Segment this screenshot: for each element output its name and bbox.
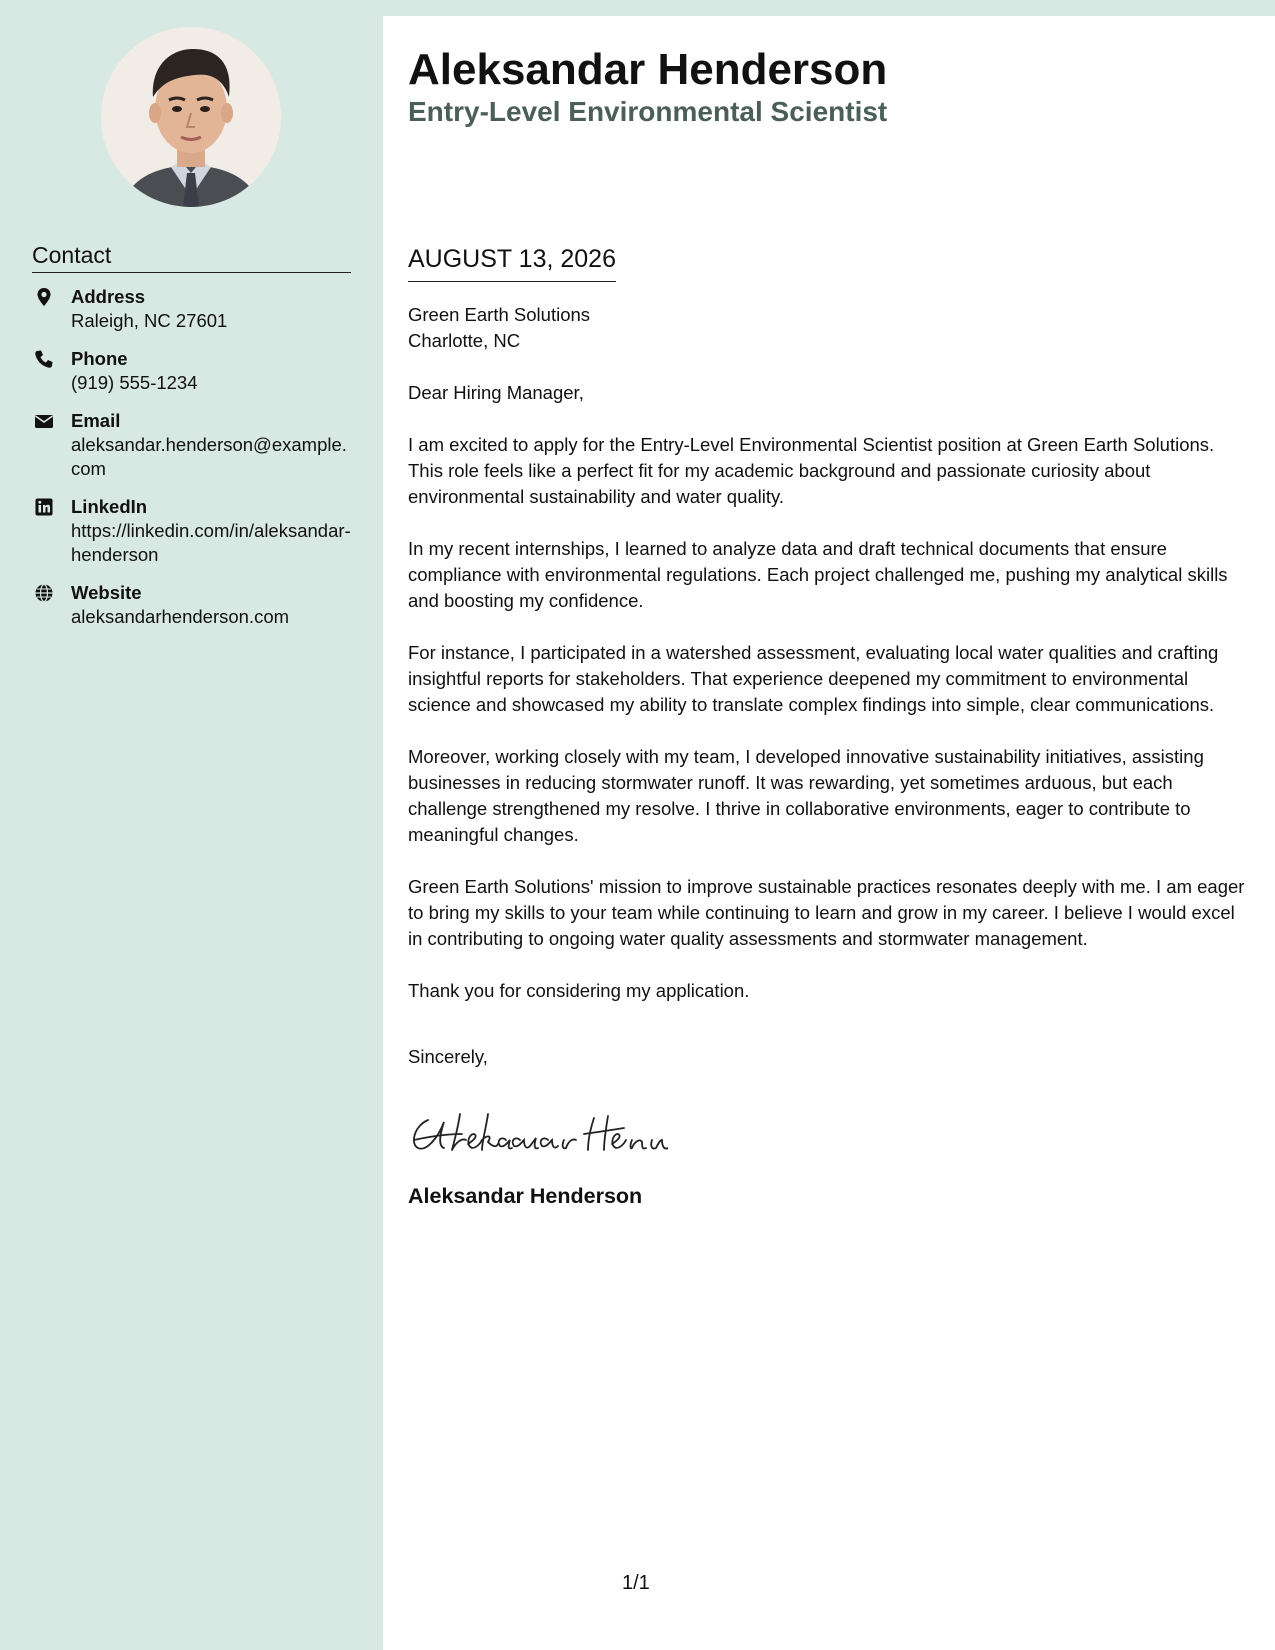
letter-paragraph: Green Earth Solutions' mission to improve sustainable practices resonates deeply with me. I am eager to bring my skills to your team while continuing to learn and grow in my career. I believe I would excel in contributing to ongoing water quality assessments and stormwater management. [408, 876, 1245, 949]
letter-paragraph: Thank you for considering my application. [408, 980, 750, 1001]
phone-icon [34, 349, 54, 369]
page-number: 1/1 [622, 1572, 650, 1594]
letter-body [408, 302, 1250, 1236]
linkedin-icon [34, 497, 54, 517]
email-link[interactable]: aleksandar.henderson@example.com [71, 434, 347, 479]
phone-value: (919) 555-1234 [71, 372, 198, 393]
contact-heading: Contact [32, 240, 351, 273]
handwritten-signature [408, 1100, 668, 1160]
globe-icon [34, 583, 54, 603]
recipient-block [408, 302, 1250, 354]
contact-label: Website [71, 582, 142, 603]
applicant-name: Aleksandar Henderson [408, 45, 888, 94]
recipient-company: Green Earth Solutions [408, 304, 591, 325]
contact-item-linkedin [32, 495, 352, 567]
signed-name: Aleksandar Henderson [408, 1184, 643, 1208]
address-value: Raleigh, NC 27601 [71, 310, 228, 331]
website-link[interactable]: aleksandarhenderson.com [71, 606, 290, 627]
letter-paragraph: For instance, I participated in a watershed assessment, evaluating local water qualities and crafting insightful reports for stakeholders. That experience deepened my commitment to environmental science and showcased my ability to translate complex findings into simple, clear communications. [408, 642, 1219, 715]
recipient-location: Charlotte, NC [408, 330, 521, 351]
contact-label: Phone [71, 348, 128, 369]
letter-date: AUGUST 13, 2026 [408, 243, 616, 282]
letter-paragraph: I am excited to apply for the Entry-Level Environmental Scientist position at Green Earth Solutions. This role feels like a perfect fit for my academic background and passionate curiosity about environmental sustainability and water quality. [408, 434, 1215, 507]
job-title: Entry-Level Environmental Scientist [408, 96, 888, 127]
contact-item-address [32, 285, 352, 333]
avatar-portrait-image [101, 27, 281, 207]
contact-label: Email [71, 410, 121, 431]
greeting: Dear Hiring Manager, [408, 382, 584, 403]
closing: Sincerely, [408, 1046, 488, 1067]
map-pin-icon [34, 287, 54, 307]
envelope-icon [34, 411, 54, 431]
avatar [101, 27, 281, 207]
letter-paragraph: Moreover, working closely with my team, I developed innovative sustainability initiatives, assisting businesses in reducing stormwater runoff. It was rewarding, yet sometimes arduous, but each challenge strengthened my resolve. I thrive in collaborative environments, eager to contribute to meaningful changes. [408, 746, 1204, 845]
contact-item-website [32, 581, 352, 629]
letter-paragraph: In my recent internships, I learned to analyze data and draft technical documents that ensure compliance with environmental regulations. Each project challenged me, pushing my analytical skills and boosting my confidence. [408, 538, 1228, 611]
contact-label: Address [71, 286, 146, 307]
contact-list [32, 285, 352, 643]
contact-label: LinkedIn [71, 496, 148, 517]
contact-item-phone [32, 347, 352, 395]
linkedin-link[interactable]: https://linkedin.com/in/aleksandar-henderson [71, 520, 351, 565]
contact-item-email [32, 409, 352, 481]
